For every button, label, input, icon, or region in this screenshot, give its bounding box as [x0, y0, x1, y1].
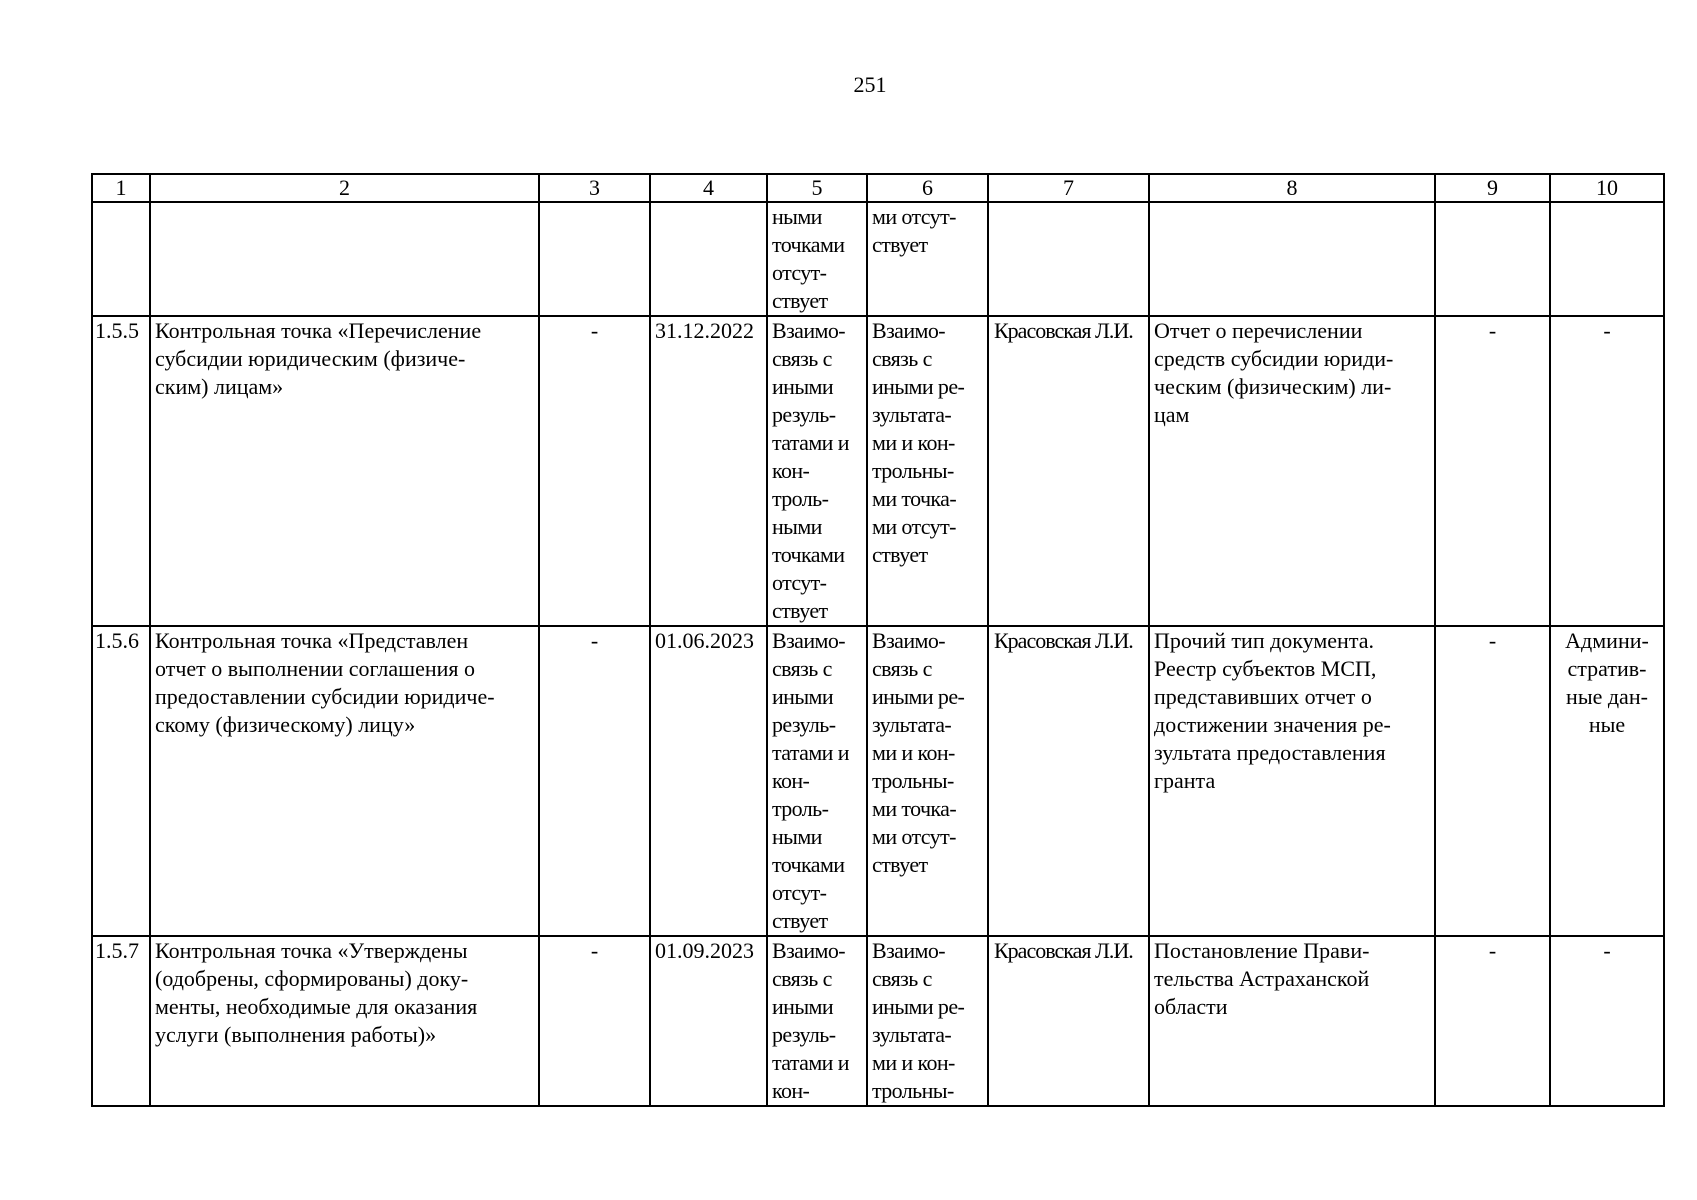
cell-col10	[1550, 202, 1664, 316]
cell-col3: -	[539, 626, 650, 936]
cell-col6: Взаимо- связь с иными ре- зультата- ми и кон- трольны- ми точка- ми отсут- ствует	[867, 626, 988, 936]
cell-col6: Взаимо- связь с иными ре- зультата- ми и кон- трольны-	[867, 936, 988, 1106]
cell-num: 1.5.5	[92, 316, 150, 626]
cell-date	[650, 202, 767, 316]
column-header: 7	[988, 174, 1149, 202]
cell-col9: -	[1435, 936, 1550, 1106]
column-header: 5	[767, 174, 867, 202]
column-header: 6	[867, 174, 988, 202]
cell-responsible: Красовская Л.И.	[988, 316, 1149, 626]
cell-col6: Взаимо- связь с иными ре- зультата- ми и кон- трольны- ми точка- ми отсут- ствует	[867, 316, 988, 626]
cell-document: Прочий тип документа. Реестр субъектов МСП, представивших отчет о достижении значения ре- зультата предоставления гранта	[1149, 626, 1435, 936]
cell-col3	[539, 202, 650, 316]
cell-num: 1.5.7	[92, 936, 150, 1106]
data-table	[91, 173, 1665, 1107]
cell-name	[150, 202, 539, 316]
cell-document	[1149, 202, 1435, 316]
cell-date: 01.09.2023	[650, 936, 767, 1106]
cell-num	[92, 202, 150, 316]
table-row	[92, 202, 1664, 316]
column-header: 10	[1550, 174, 1664, 202]
table-row	[92, 626, 1664, 936]
cell-responsible	[988, 202, 1149, 316]
column-header: 1	[92, 174, 150, 202]
column-header: 2	[150, 174, 539, 202]
cell-col10: -	[1550, 316, 1664, 626]
cell-col3: -	[539, 316, 650, 626]
cell-col9: -	[1435, 626, 1550, 936]
table-row	[92, 316, 1664, 626]
column-header: 4	[650, 174, 767, 202]
cell-col10: -	[1550, 936, 1664, 1106]
cell-col5: ными точками отсут- ствует	[767, 202, 867, 316]
cell-col5: Взаимо- связь с иными резуль- татами и кон-	[767, 936, 867, 1106]
column-header: 3	[539, 174, 650, 202]
cell-document: Постановление Прави- тельства Астраханской области	[1149, 936, 1435, 1106]
cell-responsible: Красовская Л.И.	[988, 626, 1149, 936]
header-row	[92, 174, 1664, 202]
cell-col3: -	[539, 936, 650, 1106]
cell-col9: -	[1435, 316, 1550, 626]
column-header: 8	[1149, 174, 1435, 202]
cell-responsible: Красовская Л.И.	[988, 936, 1149, 1106]
column-header: 9	[1435, 174, 1550, 202]
cell-document: Отчет о перечислении средств субсидии юриди- ческим (физическим) ли- цам	[1149, 316, 1435, 626]
cell-col5: Взаимо- связь с иными резуль- татами и кон- троль- ными точками отсут- ствует	[767, 626, 867, 936]
cell-name: Контрольная точка «Перечисление субсидии юридическим (физиче- ским) лицам»	[150, 316, 539, 626]
table-row	[92, 936, 1664, 1106]
cell-date: 31.12.2022	[650, 316, 767, 626]
cell-name: Контрольная точка «Представлен отчет о выполнении соглашения о предоставлении субсидии юридиче- скому (физическому) лицу»	[150, 626, 539, 936]
cell-col6: ми отсут- ствует	[867, 202, 988, 316]
page-number: 251	[853, 72, 887, 97]
cell-num: 1.5.6	[92, 626, 150, 936]
cell-col9	[1435, 202, 1550, 316]
cell-col10: Админи- стратив- ные дан- ные	[1550, 626, 1664, 936]
cell-date: 01.06.2023	[650, 626, 767, 936]
cell-col5: Взаимо- связь с иными резуль- татами и кон- троль- ными точками отсут- ствует	[767, 316, 867, 626]
cell-name: Контрольная точка «Утверждены (одобрены, сформированы) доку- менты, необходимые для оказания услуги (выполнения работы)»	[150, 936, 539, 1106]
